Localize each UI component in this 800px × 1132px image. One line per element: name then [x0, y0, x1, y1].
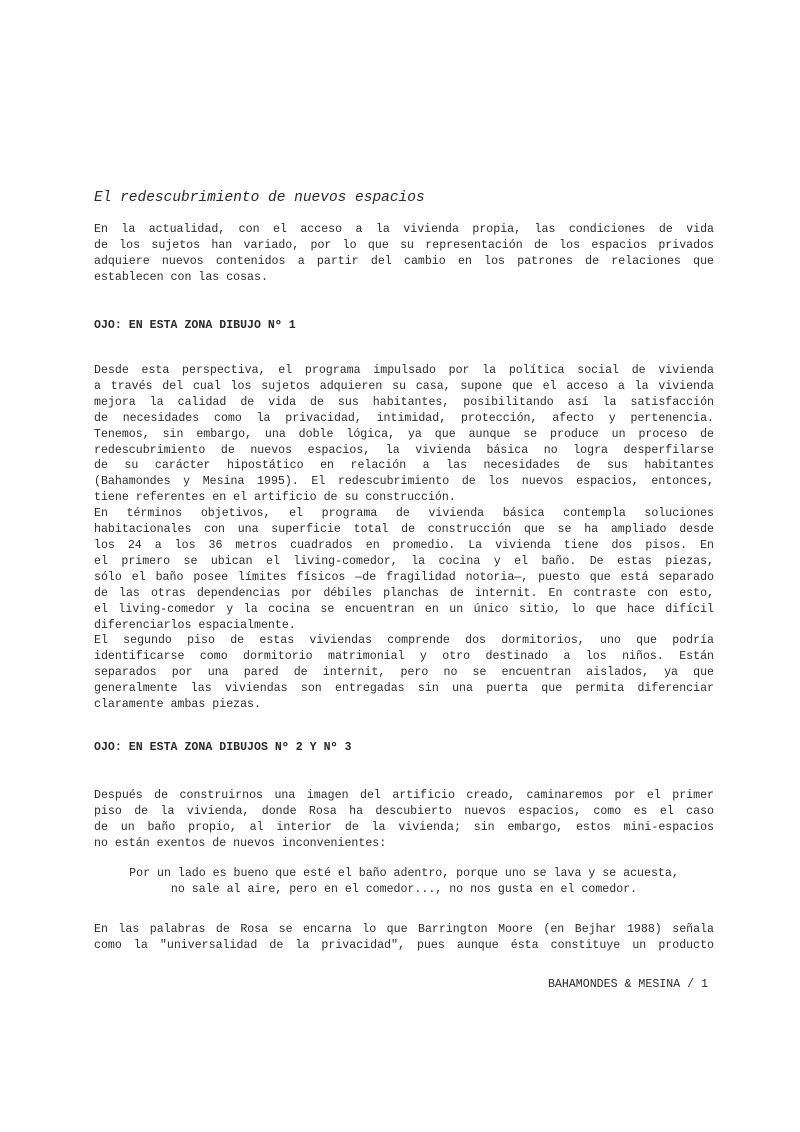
text-line: no están exentos de nuevos inconvenientes:: [94, 836, 387, 850]
text-line: habitacionales con una superficie total de construcción que se ha ampliado desde: [94, 523, 714, 537]
text-line: Desde esta perspectiva, el programa impulsado por la política social de vivienda: [94, 364, 714, 377]
text-line: Tenemos, sin embargo, una doble lógica, ya que aunque se produce un proceso de: [94, 427, 714, 441]
text-line: de su carácter hipostático en relación a las necesidades de sus habitantes: [94, 459, 714, 473]
text-line: identificarse como dormitorio matrimonial y otro destinado a los niños. Están: [94, 650, 714, 664]
text-line: los 24 a los 36 metros cuadrados en promedio. La vivienda tiene dos pisos. En: [94, 538, 714, 552]
text-line: diferenciarlos espacialmente.: [94, 618, 296, 632]
quote-line: no sale al aire, pero en el comedor..., no nos gusta en el comedor.: [170, 882, 638, 896]
text-line: En las palabras de Rosa se encarna lo que Barrington Moore (en Bejhar 1988) señala: [94, 923, 714, 936]
text-line: separados por una pared de internit, pero no se encuentran aislados, ya que: [94, 666, 714, 680]
quote-line: Por un lado es bueno que esté el baño adentro, porque uno se lava y se acuesta,: [129, 867, 679, 880]
text-line: como la "universalidad de la privacidad", pues aunque ésta constituye un producto: [94, 938, 714, 952]
text-line: a través del cual los sujetos adquieren su casa, supone que el acceso a la vivienda: [94, 379, 714, 393]
paragraph-5: [94, 788, 714, 852]
text-line: de los sujetos han variado, por lo que su representación de los espacios privados: [94, 238, 714, 252]
text-line: de necesidades como la privacidad, intimidad, protección, afecto y pertenencia.: [94, 411, 714, 425]
text-line: el primero se ubican el living-comedor, la cocina y el baño. De estas piezas,: [94, 554, 714, 568]
paragraph-2: [94, 363, 714, 713]
text-line: establecen con las cosas.: [94, 270, 268, 284]
text-line: claramente ambas piezas.: [94, 698, 261, 712]
text-line: Después de construirnos una imagen del artificio creado, caminaremos por el primer: [94, 789, 714, 802]
drawing-note-1: OJO: EN ESTA ZONA DIBUJO Nº 1: [94, 319, 296, 332]
text-line: de un baño propio, al interior de la vivienda; sin embargo, estos mini-espacios: [94, 820, 714, 834]
paragraph-1: [94, 222, 714, 286]
text-line: (Bahamondes y Mesina 1995). El redescubrimiento de los nuevos espacios, entonces,: [94, 475, 714, 489]
text-line: de las otras dependencias por débiles planchas de internit. En contraste con esto,: [94, 586, 714, 600]
text-line: En la actualidad, con el acceso a la vivienda propia, las condiciones de vida: [94, 223, 714, 236]
text-line: sólo el baño posee límites físicos —de fragilidad notoria—, puesto que está separado: [94, 570, 714, 584]
page-footer: BAHAMONDES & MESINA / 1: [547, 978, 708, 991]
text-line: redescubrimiento de nuevos espacios, la vivienda básica no logra desperfilarse: [94, 443, 714, 457]
text-line: El segundo piso de estas viviendas comprende dos dormitorios, uno que podría: [94, 634, 714, 648]
drawing-note-2: OJO: EN ESTA ZONA DIBUJOS Nº 2 Y Nº 3: [94, 741, 352, 754]
text-line: piso de la vivienda, donde Rosa ha descubierto nuevos espacios, como es el caso: [94, 804, 714, 818]
text-line: el living-comedor y la cocina se encuentran en un único sitio, lo que hace difícil: [94, 602, 714, 616]
text-line: adquiere nuevos contenidos a partir del cambio en los patrones de relaciones que: [94, 254, 714, 268]
text-line: generalmente las viviendas son entregadas sin una puerta que permita diferenciar: [94, 682, 714, 696]
text-line: mejora la calidad de vida de sus habitantes, posibilitando así la satisfacción: [94, 395, 714, 409]
paragraph-6: [94, 922, 714, 954]
section-title: El redescubrimiento de nuevos espacios: [94, 190, 425, 206]
text-line: tiene referentes en el artificio de su construcción.: [94, 491, 456, 505]
text-line: En términos objetivos, el programa de vivienda básica contempla soluciones: [94, 507, 714, 521]
block-quote: [94, 866, 714, 898]
